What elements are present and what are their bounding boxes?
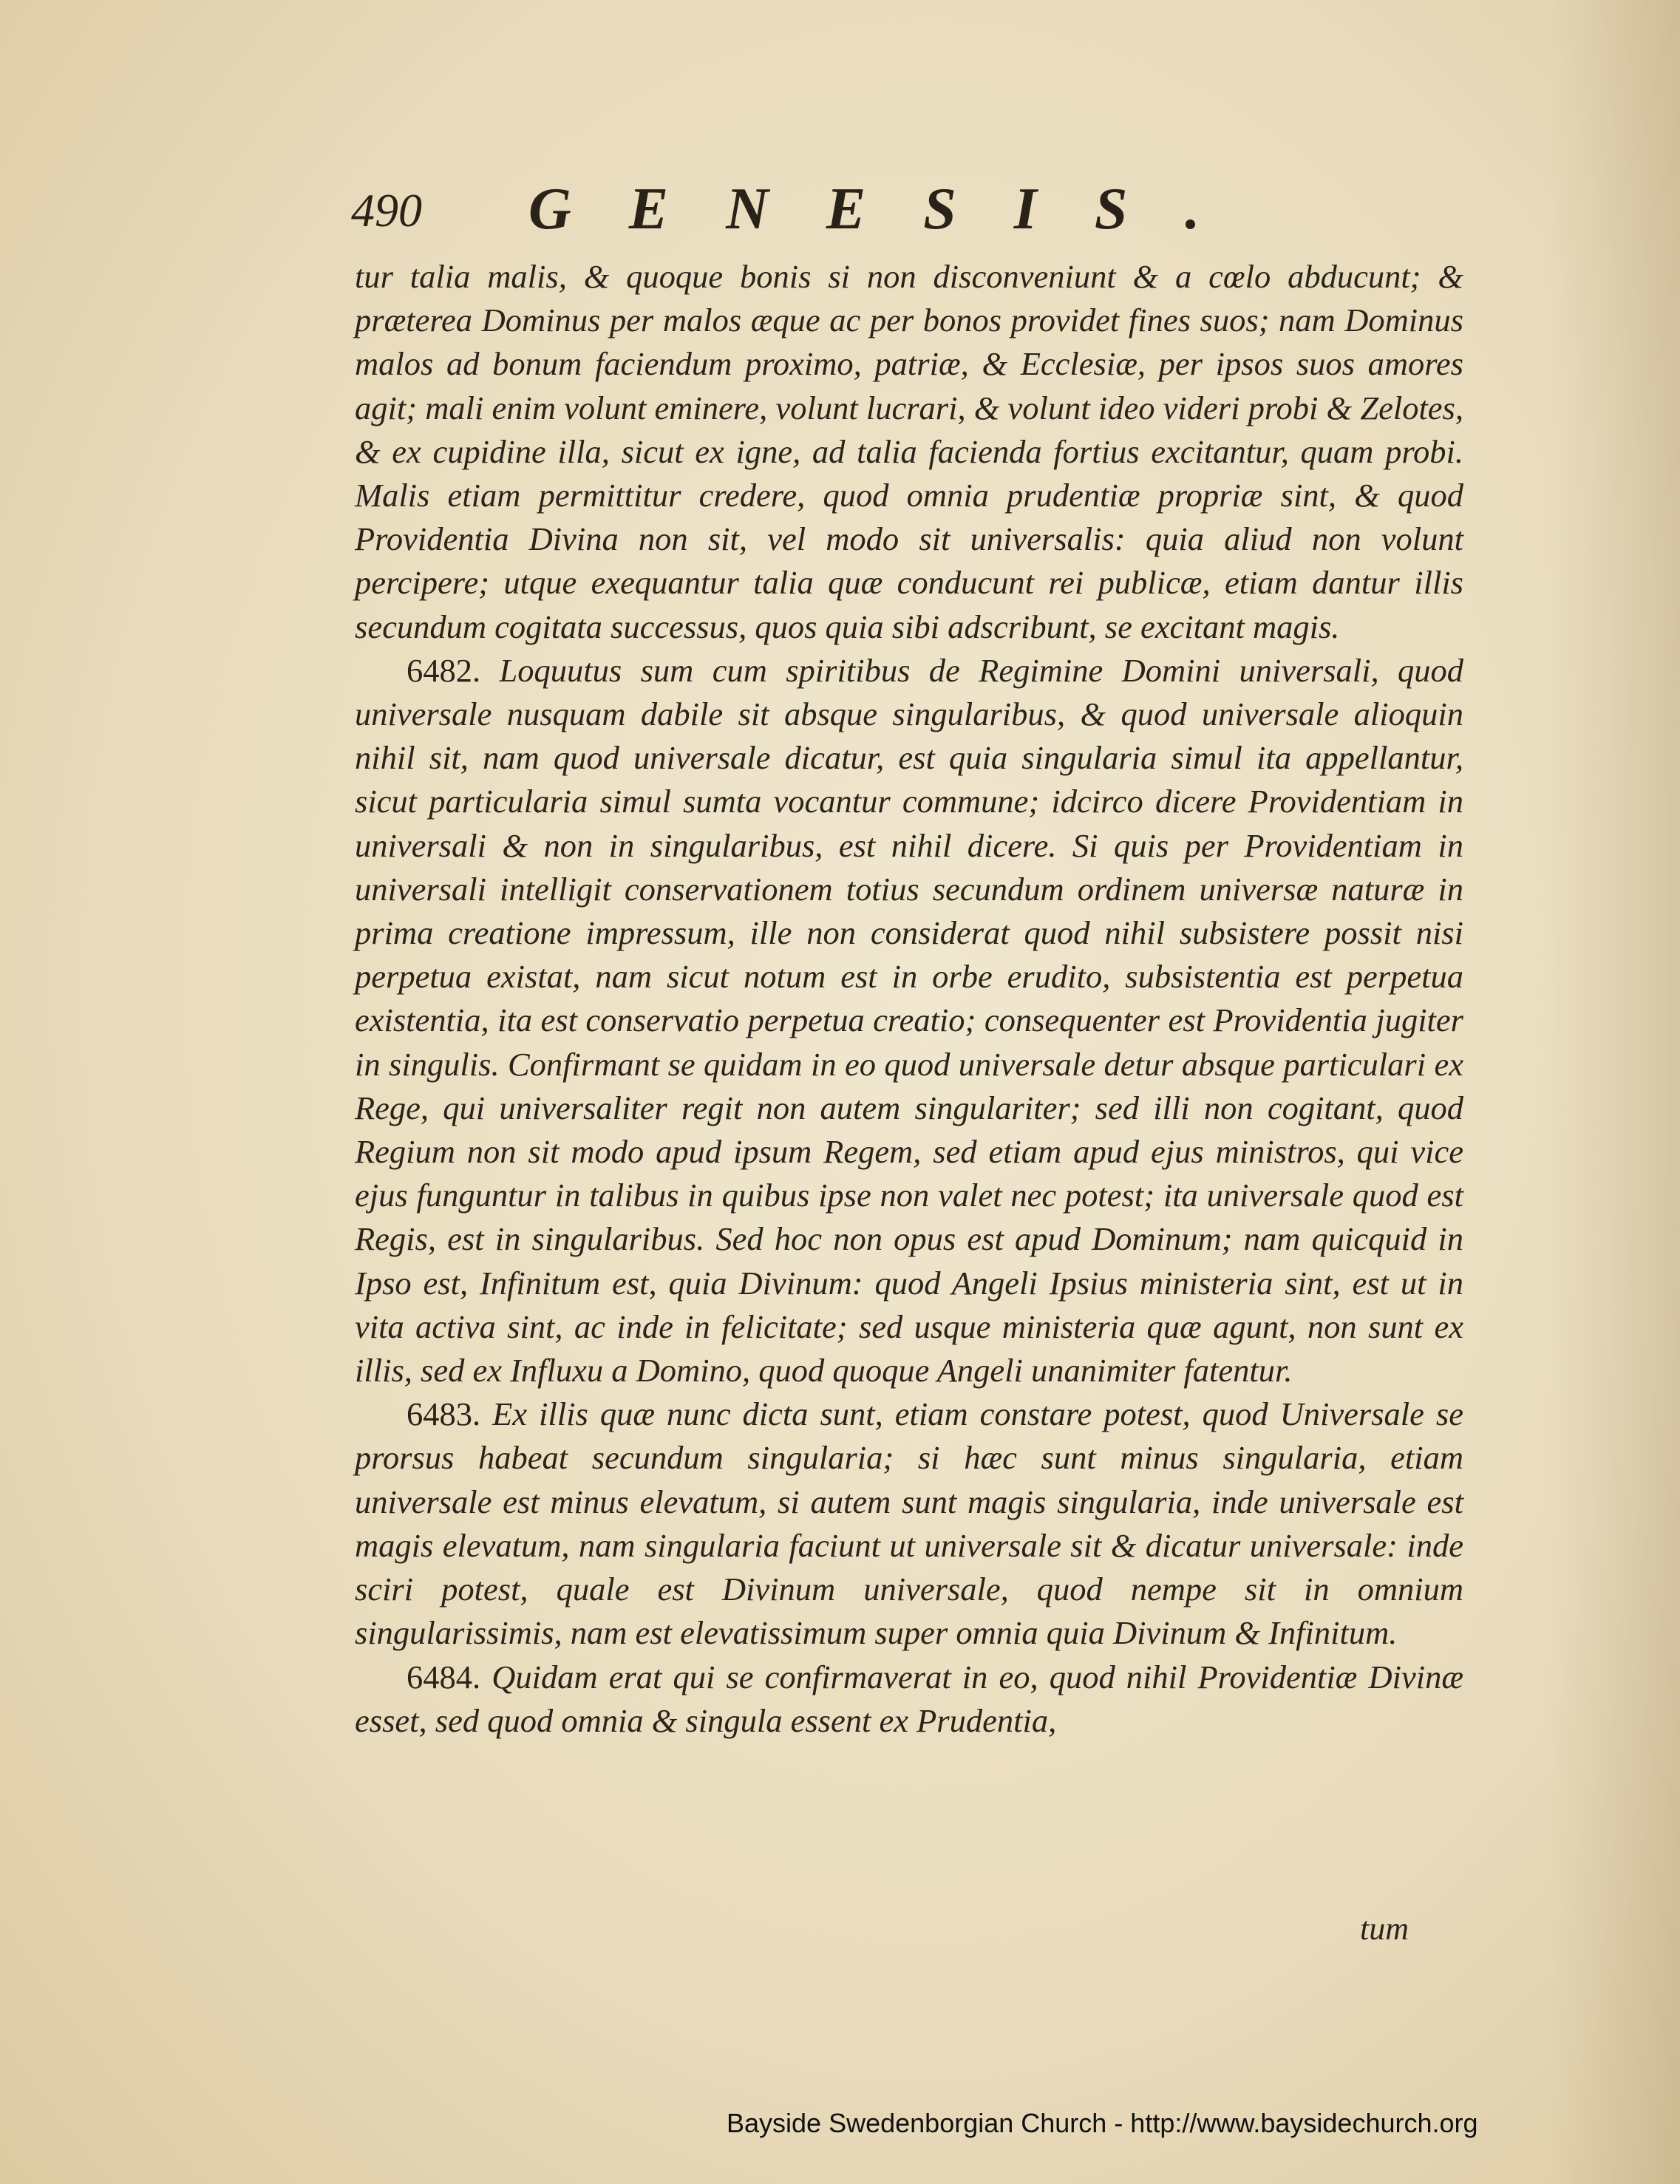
paragraph-text: tur talia malis, & quoque bonis si non disconveniunt & a cœlo abducunt; & præterea Dominus per malos æque ac per bonos providet fines suos; nam Dominus malos ad bonum faciendum proximo, patriæ, & Ecclesiæ, per ipsos suos amores agit; mali enim volunt eminere, volunt lucrari, & volunt ideo videri probi & Zelotes, & ex cupidine illa, sicut ex igne, ad talia facienda fortius excitantur, quam probi. Malis etiam permittitur credere, quod omnia prudentiæ propriæ sint, & quod Providentia Divina non sit, vel modo sit universalis: quia aliud non volunt percipere; utque exequantur talia quæ conducunt rei publicæ, etiam dantur illis secundum cogitata successus, quos quia sibi adscribunt, se excitant magis. (355, 258, 1463, 645)
page-number: 490 (351, 184, 422, 237)
body-text (355, 255, 1463, 1743)
running-title: GENESIS. (528, 177, 1258, 242)
page-header (351, 176, 1460, 257)
paragraph-continuation (355, 255, 1463, 649)
paragraph-text: Quidam erat qui se confirmaverat in eo, quod nihil Providentiæ Divinæ esset, sed quod omnia & singula essent ex Prudentia, (355, 1658, 1463, 1739)
paragraph-text: Loquutus sum cum spiritibus de Regimine Domini universali, quod universale nusquam dabile sit absque singularibus, & quod universale alioquin nihil sit, nam quod universale dicatur, est quia singularia simul ita appellantur, sicut particularia simul sumta vocantur commune; idcirco dicere Providentiam in universali & non in singularibus, est nihil dicere. Si quis per Providentiam in universali intelligit conservationem totius secundum ordinem universæ naturæ in prima creatione impressum, ille non considerat quod nihil subsistere possit nisi perpetua existat, nam sicut notum est in orbe erudito, subsistentia est perpetua existentia, ita est conservatio perpetua creatio; consequenter est Providentia jugiter in singulis. Confirmant se quidam in eo quod universale detur absque particulari ex Rege, qui universaliter regit non autem singulariter; sed illi non cogitant, quod Regium non sit modo apud ipsum Regem, sed etiam apud ejus ministros, qui vice ejus funguntur in talibus in quibus ipse non valet nec potest; ita universale quod est Regis, est in singularibus. Sed hoc non opus est apud Dominum; nam quicquid in Ipso est, Infinitum est, quia Divinum: quod Angeli Ipsius ministeria sint, est ut in vita activa sint, ac inde in felicitate; sed usque ministeria quæ agunt, non sunt ex illis, sed ex Influxu a Domino, quod quoque Angeli unanimiter fatentur. (355, 651, 1464, 1389)
page-edge-shadow (1547, 0, 1680, 2184)
paragraph-6484 (355, 1656, 1463, 1743)
paragraph-text: Ex illis quæ nunc dicta sunt, etiam constare potest, quod Universale se prorsus habeat secundum singularia; si hæc sunt minus singularia, etiam universale est minus elevatum, si autem sunt magis singularia, inde universale est magis elevatum, nam singularia faciunt ut universale sit & dicatur universale: inde sciri potest, quale est Divinum universale, quod nempe sit in omnium singularissimis, nam est elevatissimum super omnia quia Divinum & Infinitum. (355, 1395, 1463, 1652)
footer-credit: Bayside Swedenborgian Church - http://www.baysidechurch.org (727, 2108, 1478, 2138)
catchword: tum (1360, 1911, 1409, 1947)
paragraph-6482 (355, 649, 1463, 1392)
paragraph-number: 6484. (407, 1658, 481, 1695)
paragraph-6483 (355, 1392, 1463, 1655)
paragraph-number: 6483. (407, 1395, 481, 1433)
paragraph-number: 6482. (407, 651, 481, 689)
